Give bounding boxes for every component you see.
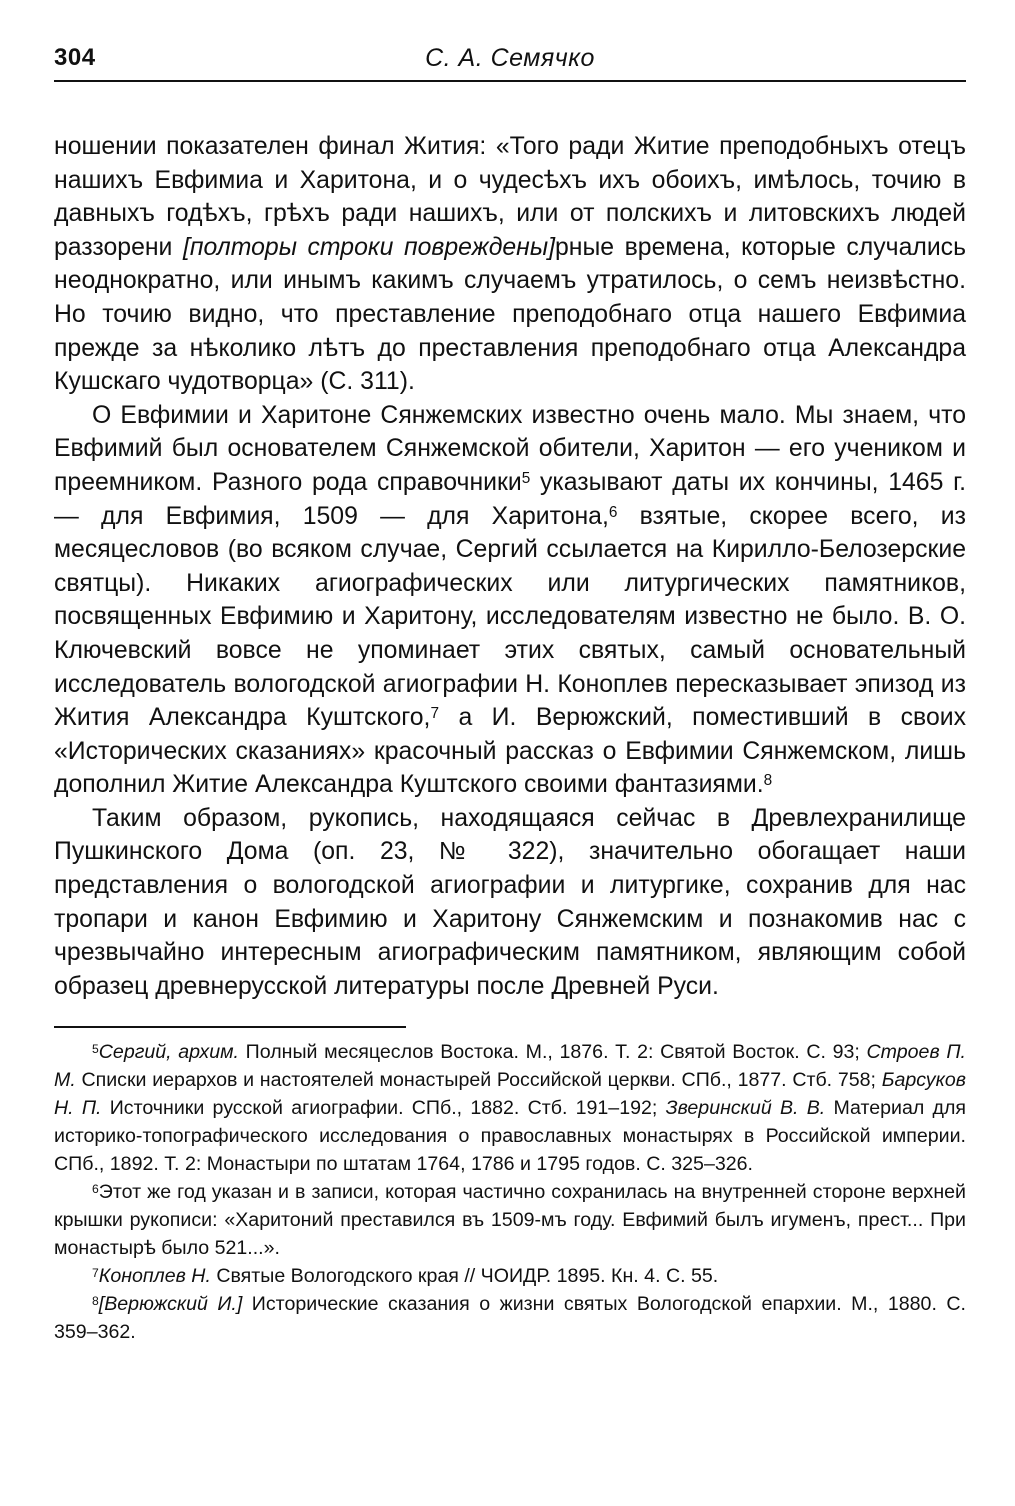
footnote-text: Списки иерархов и настоятелей монастырей Российской церкви. СПб., 1877. Стб. 758; <box>75 1069 882 1092</box>
footnote-ref-6[interactable]: 6 <box>608 503 618 521</box>
paragraph-text: рные времена, которые случались неоднократно, или инымъ какимъ случаемъ утратилось, о семъ неизвѣстно. Но точию видно, что преставление преподобнаго отца нашего Евфимиа прежде за нѣколико лѣтъ до преставления преподобнаго отца Александра Кушскаго чудотворца» (С. 311). <box>54 233 966 396</box>
footnote-8 <box>54 1290 966 1346</box>
footnote-author: Зверинский В. В. <box>665 1097 826 1120</box>
footnote-ref-5[interactable]: 5 <box>521 470 531 488</box>
footnote-number: 7 <box>92 1265 99 1280</box>
page-number: 304 <box>54 44 96 71</box>
footnote-7 <box>54 1262 966 1290</box>
footnote-number: 5 <box>92 1041 99 1056</box>
footnote-text: Источники русской агиографии. СПб., 1882. Стб. 191–192; <box>101 1097 666 1120</box>
main-text <box>54 130 966 1003</box>
footnote-text: Материал для историко-топографического исследования о православных монастырях в Российской империи. СПб., 1892. Т. 2: Монастыри по штатам 1764, 1786 и 1795 годов. С. 325–326. <box>54 1097 966 1176</box>
paragraph-1 <box>54 130 966 399</box>
running-head: С. А. Семячко <box>425 44 595 72</box>
footnote-text: Святые Вологодского края // ЧОИДР. 1895. Кн. 4. С. 55. <box>210 1265 719 1288</box>
footnote-author: Сергий, архим. <box>98 1041 239 1064</box>
footnote-divider <box>54 1026 406 1028</box>
footnotes <box>54 1038 966 1346</box>
footnote-text: Этот же год указан и в записи, которая частично сохранилась на внутренней стороне верхней крышки рукописи: «Харитоний преставился въ 1509-мъ году. Евфимий былъ игуменъ, прест... При монастырѣ было 521...». <box>54 1181 966 1260</box>
paragraph-text: Таким образом, рукопись, находящаяся сейчас в Древлехранилище Пушкинского Дома (оп. 23, № 322), значительно обогащает наши представления о вологодской агиографии и литургике, сохранив для нас тропари и канон Евфимию и Харитону Сянжемским и познакомив нас с чрезвычайно интересным агиографическим памятником, являющим собой образец древнерусской литературы после Древней Руси. <box>54 804 966 1000</box>
page <box>54 40 966 1346</box>
paragraph-text: указывают даты их кончины, 1465 г. — для Евфимия, 1509 — для Харитона, <box>54 468 966 530</box>
paragraph-2 <box>54 399 966 802</box>
footnote-5 <box>54 1038 966 1178</box>
footnote-number: 8 <box>92 1293 99 1308</box>
footnote-6 <box>54 1178 966 1262</box>
paragraph-text: О Евфимии и Харитоне Сянжемских известно очень мало. Мы знаем, что Евфимий был основателем Сянжемской обители, Харитон — его учеником и преемником. Разного рода справочники <box>54 401 966 496</box>
footnote-ref-7[interactable]: 7 <box>430 705 439 723</box>
editorial-note: [полторы строки повреждены] <box>182 233 555 261</box>
footnote-ref-8[interactable]: 8 <box>763 772 773 790</box>
page-header <box>54 40 966 82</box>
footnote-text: Полный месяцеслов Востока. М., 1876. Т. 2: Святой Восток. С. 93; <box>238 1041 867 1064</box>
footnote-number: 6 <box>92 1181 99 1196</box>
paragraph-text: а И. Верюжский, поместивший в своих «Исторических сказаниях» красочный рассказ о Евфимии Сянжемском, лишь дополнил Житие Александра Куштского своими фантазиями. <box>54 704 966 799</box>
paragraph-text: ношении показателен финал Жития: «Того ради Житие преподобныхъ отецъ нашихъ Евфимиа и Харитона, и о чудесѣхъ ихъ обоихъ, имѣлось, точию в давныхъ годѣхъ, грѣхъ ради нашихъ, или от полскихъ и литовскихъ людей раззорени <box>54 133 966 261</box>
footnote-author: Коноплев Н. <box>98 1265 211 1288</box>
paragraph-3 <box>54 802 966 1004</box>
footnote-author: Барсуков Н. П. <box>54 1069 966 1120</box>
footnote-text: Исторические сказания о жизни святых Вологодской епархии. М., 1880. С. 359–362. <box>54 1293 966 1344</box>
paragraph-text: взятые, скорее всего, из месяцесловов (во всяком случае, Сергий ссылается на Кирилло-Белозерские святцы). Никаких агиографических или литургических памятников, посвященных Евфимию и Харитону, исследователям известно не было. В. О. Ключевский вовсе не упоминает этих святых, самый основательный исследователь вологодской агиографии Н. Коноплев пересказывает эпизод из Жития Александра Куштского, <box>54 502 966 732</box>
footnote-author: Строев П. М. <box>54 1041 966 1092</box>
footnote-author: [Верюжский И.] <box>98 1293 243 1316</box>
